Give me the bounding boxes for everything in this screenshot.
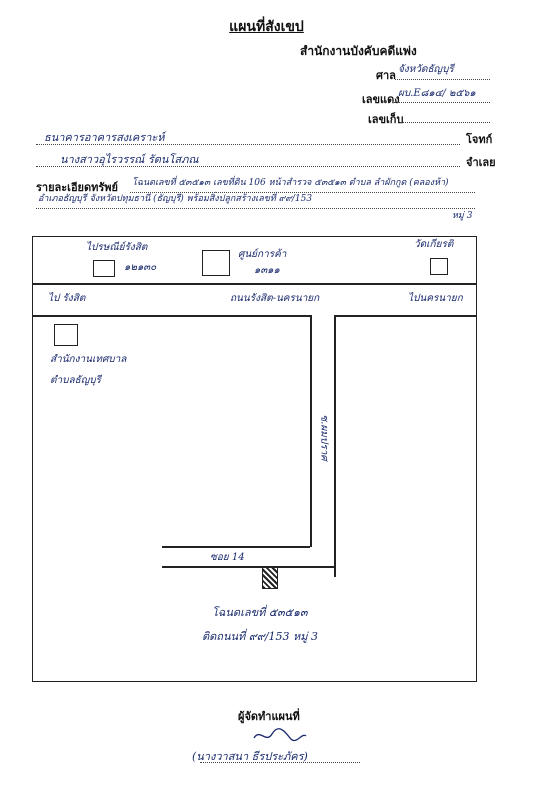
- signature-line: [200, 762, 360, 763]
- plaintiff-label: โจทก์: [466, 134, 493, 146]
- property-marker-label-2: ติดถนนที่ ๙๙/153 หมู่ 3: [202, 630, 319, 643]
- landmark-post-office-code: ๑๒๑๓๐: [124, 262, 157, 273]
- side-road-left-edge: [310, 315, 312, 547]
- road-name: ถนนรังสิต-นครนายก: [230, 293, 320, 304]
- landmark-mall-box: [202, 250, 230, 276]
- defendant-value: นางสาวอุไรวรรณ์ รัตนโสภณ: [60, 153, 199, 166]
- property-marker-label-1: โฉนดเลขที่ ๕๓๕๑๓: [212, 606, 308, 619]
- court-label: ศาล: [376, 70, 396, 82]
- office-name: สำนักงานบังคับคดีแพ่ง: [300, 44, 417, 58]
- property-line-1-text: โฉนดเลขที่ ๕๓๕๑๓ เลขที่ดิน 106 หน้าสำรวจ ๕๓๕๑๓ ตำบล ลำผักกูด (คลองห้า): [132, 178, 449, 188]
- extra-no-line: [400, 122, 490, 123]
- property-line-2-text: อำเภอธัญบุรี จังหวัดปทุมธานี (ธัญบุรี) พร้อมสิ่งปลูกสร้างเลขที่ ๙๙/153: [38, 194, 313, 204]
- landmark-temple: วัดเกียรติ: [414, 239, 454, 250]
- landmark-post-office: ไปรษณีย์รังสิต: [86, 242, 148, 253]
- road-to-rangsit: ไป รังสิต: [48, 293, 86, 304]
- page-title: แผนที่สังเขป: [229, 18, 304, 34]
- defendant-label: จำเลย: [466, 157, 496, 169]
- court-value: จังหวัดธัญบุรี: [398, 64, 454, 75]
- property-label: รายละเอียดทรัพย์: [36, 182, 118, 194]
- signature: [250, 724, 310, 746]
- case-no-value: ผบ.E๘๑๔/ ๒๕๖๑: [398, 88, 476, 99]
- main-road-bottom-left-edge: [32, 315, 310, 317]
- property-marker: [262, 567, 278, 589]
- property-line-3-text: หมู่ 3: [452, 211, 473, 221]
- main-road-top-edge: [32, 283, 477, 285]
- map-maker-label: ผู้จัดทำแผนที่: [238, 711, 300, 723]
- property-line-2: [36, 208, 475, 209]
- soi-bottom-edge: [162, 566, 334, 568]
- extra-no-label: เลขเก็บ: [368, 114, 404, 126]
- case-no-line: [394, 102, 490, 103]
- landmark-post-office-box: [93, 260, 115, 277]
- landmark-mall: ศูนย์การค้า: [238, 249, 287, 260]
- case-no-label: เลขแดง: [362, 94, 400, 106]
- side-road-label: ซ.ผมปราศ: [318, 414, 330, 461]
- road-to-nakhon-nayok: ไปนครนายก: [408, 293, 463, 304]
- landmark-mall-code: ๑๓๑๑: [254, 265, 280, 276]
- soi-top-edge: [162, 546, 310, 548]
- soi-label: ซอย 14: [210, 552, 245, 563]
- court-line: [395, 79, 490, 80]
- plaintiff-value: ธนาคารอาคารสงเคราะห์: [44, 131, 165, 144]
- landmark-temple-box: [430, 258, 448, 275]
- municipal-office-label-1: สำนักงานเทศบาล: [50, 354, 127, 365]
- signature-name: (นางวาสนา ธีรประภัคร): [192, 750, 308, 763]
- main-road-bottom-right-edge: [334, 315, 476, 317]
- municipal-office-box: [54, 324, 78, 346]
- municipal-office-label-2: ตำบลธัญบุรี: [50, 375, 101, 386]
- side-road-right-edge: [334, 315, 336, 577]
